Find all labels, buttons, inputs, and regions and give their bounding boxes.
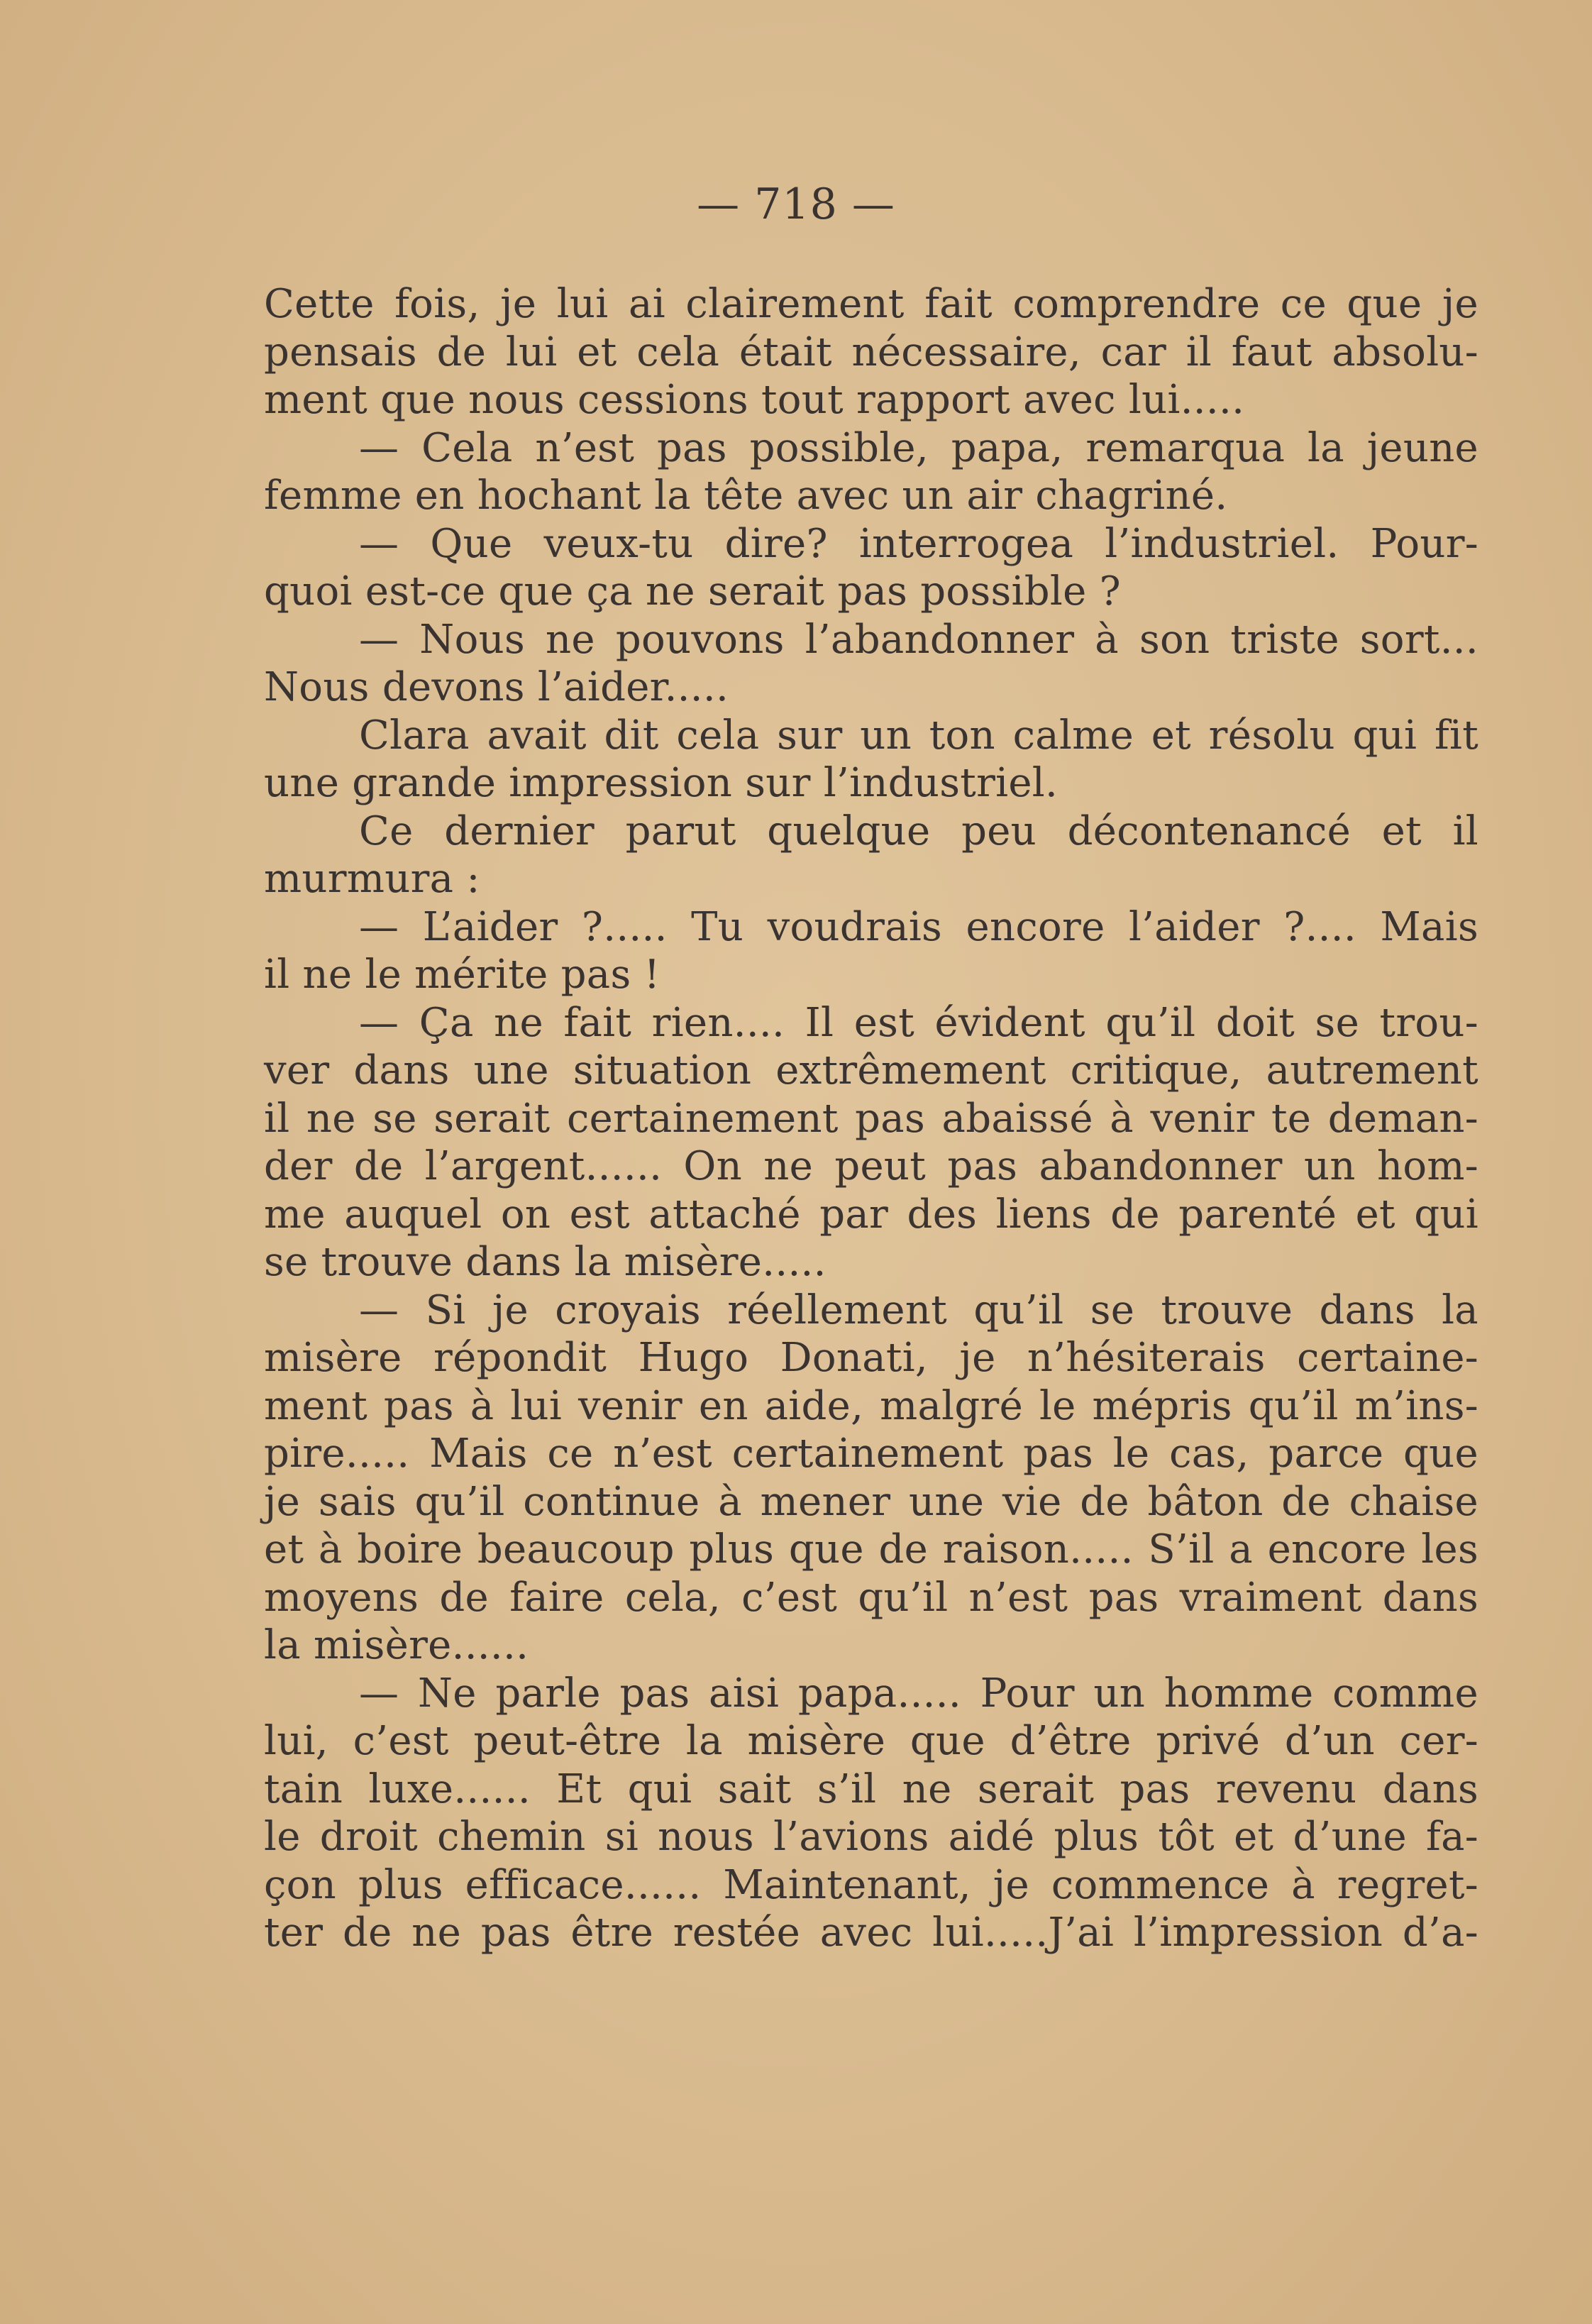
text-line: pensais de lui et cela était nécessaire, car il faut absolu- — [264, 329, 1478, 375]
text-line: la misère...... — [264, 1622, 529, 1668]
text-line: ment pas à lui venir en aide, malgré le mépris qu’il m’ins- — [264, 1382, 1478, 1429]
text-line: çon plus efficace...... Maintenant, je commence à regret- — [264, 1861, 1478, 1908]
text-line: femme en hochant la tête avec un air chagriné. — [264, 473, 1228, 519]
text-line: — Si je croyais réellement qu’il se trouve dans la — [359, 1287, 1478, 1333]
text-line: le droit chemin si nous l’avions aidé plus tôt et d’une fa- — [264, 1814, 1478, 1860]
text-line: me auquel on est attaché par des liens de parenté et qui — [264, 1191, 1478, 1238]
text-line: murmura : — [264, 856, 480, 902]
text-line: Nous devons l’aider..... — [264, 664, 729, 710]
text-line: tain luxe...... Et qui sait s’il ne serait pas revenu dans — [264, 1766, 1478, 1812]
text-line: quoi est-ce que ça ne serait pas possible ? — [264, 568, 1121, 615]
text-line: une grande impression sur l’industriel. — [264, 760, 1058, 806]
text-line: Ce dernier parut quelque peu décontenancé et il — [359, 808, 1478, 854]
text-line: Clara avait dit cela sur un ton calme et résolu qui fit — [359, 712, 1478, 759]
text-line: ver dans une situation extrêmement critique, autrement — [264, 1047, 1478, 1094]
text-line: — Ne parle pas aisi papa..... Pour un homme comme — [359, 1670, 1478, 1717]
text-line: se trouve dans la misère..... — [264, 1239, 827, 1285]
text-line: Cette fois, je lui ai clairement fait comprendre ce que je — [264, 281, 1478, 327]
text-line: moyens de faire cela, c’est qu’il n’est pas vraiment dans — [264, 1574, 1478, 1621]
text-line: der de l’argent...... On ne peut pas abandonner un hom- — [264, 1143, 1478, 1189]
text-line: il ne le mérite pas ! — [264, 952, 660, 998]
text-line: ment que nous cessions tout rapport avec lui..... — [264, 377, 1245, 423]
text-line: — Que veux-tu dire? interrogea l’industriel. Pour- — [359, 520, 1478, 567]
page-number: — 718 — — [697, 180, 895, 229]
text-line: — Ça ne fait rien.... Il est évident qu’il doit se trou- — [359, 999, 1478, 1046]
body-text — [264, 280, 1478, 1957]
text-line: — L’aider ?..... Tu voudrais encore l’aider ?.... Mais — [359, 903, 1478, 950]
text-line: pire..... Mais ce n’est certainement pas le cas, parce que — [264, 1431, 1478, 1477]
text-line: je sais qu’il continue à mener une vie de bâton de chaise — [264, 1478, 1478, 1525]
text-line: — Cela n’est pas possible, papa, remarqua la jeune — [359, 424, 1478, 471]
text-line: ter de ne pas être restée avec lui.....J’ai l’impression d’a- — [264, 1910, 1478, 1956]
text-line: il ne se serait certainement pas abaissé à venir te deman- — [264, 1095, 1478, 1142]
text-line: — Nous ne pouvons l’abandonner à son triste sort... — [359, 616, 1478, 663]
text-line: lui, c’est peut-être la misère que d’être privé d’un cer- — [264, 1718, 1478, 1764]
text-line: misère répondit Hugo Donati, je n’hésiterais certaine- — [264, 1335, 1478, 1381]
text-line: et à boire beaucoup plus que de raison..... S’il a encore les — [264, 1526, 1478, 1573]
